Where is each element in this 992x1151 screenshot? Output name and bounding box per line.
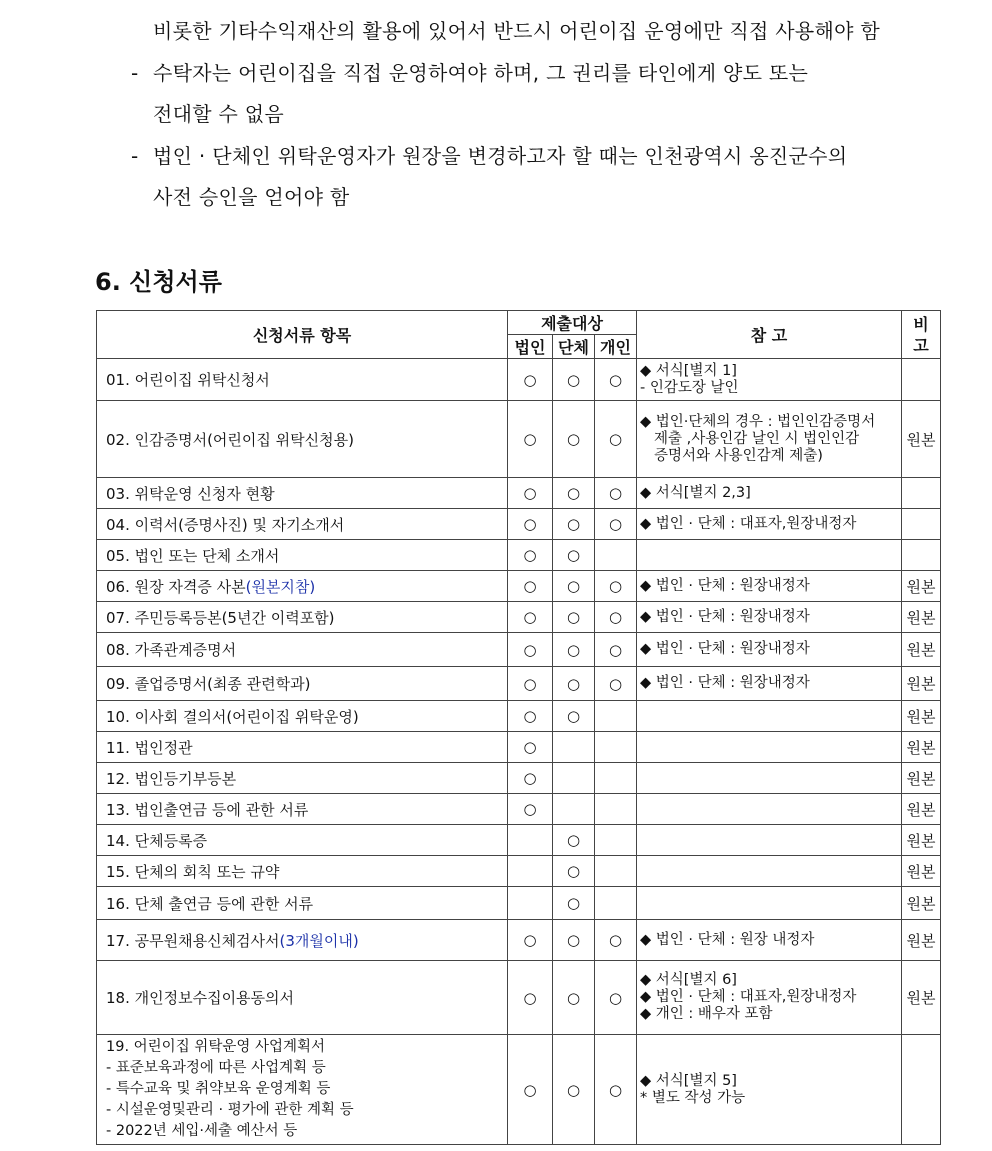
mark-individual: ○ (595, 961, 637, 1035)
row-subitem: - 표준보육과정에 따른 사업계획 등 (106, 1060, 326, 1076)
table-row (97, 732, 941, 763)
mark-group: ○ (553, 887, 595, 920)
mark-individual (595, 825, 637, 856)
row-note (902, 540, 941, 571)
row-item (97, 920, 508, 961)
mark-corp: ○ (508, 701, 553, 732)
mark-corp: ○ (508, 602, 553, 633)
mark-corp (508, 856, 553, 887)
row-reference (637, 732, 902, 763)
mark-group: ○ (553, 825, 595, 856)
row-reference (637, 633, 902, 667)
row-item: 07. 주민등록등본(5년간 이력포함) (97, 602, 508, 633)
table-row (97, 920, 941, 961)
mark-individual (595, 732, 637, 763)
mark-group: ○ (553, 920, 595, 961)
row-note: 원본 (902, 887, 941, 920)
header-target: 제출대상 (508, 311, 637, 335)
mark-individual: ○ (595, 920, 637, 961)
row-item: 12. 법인등기부등본 (97, 763, 508, 794)
table-row (97, 571, 941, 602)
header-group: 단체 (553, 335, 595, 359)
ref-line: ◆ 법인 · 단체 : 원장내정자 (640, 641, 810, 657)
row-item: 18. 개인정보수집이용동의서 (97, 961, 508, 1035)
mark-corp: ○ (508, 540, 553, 571)
row-item-text: 17. 공무원채용신체검사서 (106, 931, 280, 950)
mark-group: ○ (553, 571, 595, 602)
table-row (97, 825, 941, 856)
mark-group: ○ (553, 401, 595, 478)
row-item: 11. 법인정관 (97, 732, 508, 763)
mark-corp: ○ (508, 920, 553, 961)
mark-group: ○ (553, 359, 595, 401)
mark-corp: ○ (508, 667, 553, 701)
row-note (902, 509, 941, 540)
row-note: 원본 (902, 571, 941, 602)
table-row (97, 540, 941, 571)
table-row (97, 401, 941, 478)
row-reference (637, 763, 902, 794)
ref-line: ◆ 법인 · 단체 : 대표자,원장내정자 (640, 515, 857, 532)
intro-line-3: 전대할 수 없음 (153, 102, 285, 126)
mark-individual: ○ (595, 1035, 637, 1145)
row-subitem: - 시설운영및관리 · 평가에 관한 계획 등 (106, 1102, 354, 1118)
mark-corp: ○ (508, 478, 553, 509)
mark-group: ○ (553, 856, 595, 887)
header-corp: 법인 (508, 335, 553, 359)
row-note: 원본 (902, 401, 941, 478)
mark-individual (595, 794, 637, 825)
row-note (902, 1035, 941, 1145)
table-row (97, 856, 941, 887)
mark-individual: ○ (595, 401, 637, 478)
table-row (97, 701, 941, 732)
row-item: 01. 어린이집 위탁신청서 (97, 359, 508, 401)
row-item: 08. 가족관계증명서 (97, 633, 508, 667)
row-subitem: - 특수교육 및 취약보육 운영계획 등 (106, 1081, 331, 1097)
row-item (97, 1035, 508, 1145)
table-row (97, 1035, 941, 1145)
table-row (97, 667, 941, 701)
row-note: 원본 (902, 602, 941, 633)
row-item-text: 19. 어린이집 위탁운영 사업계획서 (106, 1039, 325, 1055)
mark-individual: ○ (595, 633, 637, 667)
row-item: 04. 이력서(증명사진) 및 자기소개서 (97, 509, 508, 540)
table-row (97, 763, 941, 794)
row-item: 14. 단체등록증 (97, 825, 508, 856)
mark-individual (595, 856, 637, 887)
row-item: 03. 위탁운영 신청자 현황 (97, 478, 508, 509)
table-row (97, 887, 941, 920)
ref-line: ◆ 서식[별지 5] (640, 1072, 737, 1089)
row-reference (637, 602, 902, 633)
mark-corp: ○ (508, 961, 553, 1035)
ref-line: 제출 ,사용인감 날인 시 법인인감 (654, 430, 860, 447)
mark-corp: ○ (508, 633, 553, 667)
row-reference (637, 701, 902, 732)
intro-line-5: 사전 승인을 얻어야 함 (153, 185, 350, 209)
row-note: 원본 (902, 667, 941, 701)
row-subitem: - 2022년 세입·세출 예산서 등 (106, 1123, 298, 1139)
mark-corp: ○ (508, 571, 553, 602)
mark-individual (595, 763, 637, 794)
row-item: 02. 인감증명서(어린이집 위탁신청용) (97, 401, 508, 478)
mark-group (553, 794, 595, 825)
ref-line: ◆ 법인 · 단체 : 원장 내정자 (640, 931, 815, 948)
row-reference (637, 540, 902, 571)
row-note: 원본 (902, 732, 941, 763)
mark-corp: ○ (508, 763, 553, 794)
ref-line: - 인감도장 날인 (640, 379, 739, 396)
row-item: 15. 단체의 회칙 또는 규약 (97, 856, 508, 887)
mark-corp: ○ (508, 401, 553, 478)
ref-line: ◆ 서식[별지 1] (640, 362, 737, 379)
mark-corp: ○ (508, 359, 553, 401)
ref-line: 증명서와 사용인감계 제출) (654, 447, 823, 464)
mark-individual: ○ (595, 359, 637, 401)
mark-individual (595, 540, 637, 571)
mark-individual: ○ (595, 478, 637, 509)
ref-line: ◆ 법인 · 단체 : 원장내정자 (640, 675, 810, 691)
table-row (97, 794, 941, 825)
mark-group: ○ (553, 961, 595, 1035)
ref-line: ◆ 법인 · 단체 : 대표자,원장내정자 (640, 989, 857, 1005)
row-reference (637, 825, 902, 856)
mark-individual (595, 887, 637, 920)
table-row (97, 633, 941, 667)
row-note: 원본 (902, 763, 941, 794)
mark-corp (508, 887, 553, 920)
table-row (97, 961, 941, 1035)
mark-individual: ○ (595, 602, 637, 633)
ref-line: ◆ 서식[별지 6] (640, 972, 737, 988)
header-individual: 개인 (595, 335, 637, 359)
row-note: 원본 (902, 825, 941, 856)
intro-line-2: 수탁자는 어린이집을 직접 운영하여야 하며, 그 권리를 타인에게 양도 또는 (153, 61, 809, 85)
bullet-dash: - (131, 144, 139, 168)
mark-group: ○ (553, 602, 595, 633)
ref-line: ◆ 법인 · 단체 : 원장내정자 (640, 577, 810, 594)
ref-line: * 별도 작성 가능 (640, 1089, 746, 1106)
mark-corp: ○ (508, 794, 553, 825)
row-reference (637, 401, 902, 478)
row-item-highlight: (3개월이내) (279, 931, 359, 950)
mark-group: ○ (553, 540, 595, 571)
row-reference (637, 1035, 902, 1145)
table-row (97, 359, 941, 401)
row-item: 10. 이사회 결의서(어린이집 위탁운영) (97, 701, 508, 732)
row-note: 원본 (902, 794, 941, 825)
mark-individual: ○ (595, 571, 637, 602)
row-item: 09. 졸업증명서(최종 관련학과) (97, 667, 508, 701)
row-note: 원본 (902, 633, 941, 667)
row-note: 원본 (902, 701, 941, 732)
header-note-top: 비 (913, 314, 929, 334)
mark-group: ○ (553, 1035, 595, 1145)
mark-corp: ○ (508, 732, 553, 763)
row-note (902, 478, 941, 509)
row-note: 원본 (902, 920, 941, 961)
intro-line-1: 비롯한 기타수익재산의 활용에 있어서 반드시 어린이집 운영에만 직접 사용해야 함 (153, 19, 880, 43)
table-row (97, 509, 941, 540)
row-item: 13. 법인출연금 등에 관한 서류 (97, 794, 508, 825)
table-row (97, 602, 941, 633)
row-reference (637, 571, 902, 602)
row-reference (637, 920, 902, 961)
mark-group: ○ (553, 701, 595, 732)
row-reference (637, 856, 902, 887)
header-reference: 참 고 (637, 311, 902, 359)
mark-corp (508, 825, 553, 856)
mark-group: ○ (553, 633, 595, 667)
row-item (97, 571, 508, 602)
row-item: 05. 법인 또는 단체 소개서 (97, 540, 508, 571)
mark-group (553, 732, 595, 763)
row-item: 16. 단체 출연금 등에 관한 서류 (97, 887, 508, 920)
ref-line: ◆ 법인 · 단체 : 원장내정자 (640, 608, 810, 625)
row-reference (637, 359, 902, 401)
mark-group: ○ (553, 478, 595, 509)
row-note: 원본 (902, 856, 941, 887)
mark-group: ○ (553, 667, 595, 701)
header-item: 신청서류 항목 (97, 311, 508, 359)
header-note-bottom: 고 (913, 335, 929, 355)
section-title: 6. 신청서류 (95, 268, 222, 296)
row-note (902, 359, 941, 401)
row-reference (637, 478, 902, 509)
table-row (97, 478, 941, 509)
header-note (902, 311, 941, 359)
row-reference (637, 794, 902, 825)
bullet-dash: - (131, 61, 139, 85)
ref-line: ◆ 서식[별지 2,3] (640, 484, 751, 501)
row-item-text: 06. 원장 자격증 사본 (106, 577, 246, 596)
documents-table (96, 310, 941, 1145)
mark-group: ○ (553, 509, 595, 540)
mark-group (553, 763, 595, 794)
mark-individual (595, 701, 637, 732)
row-reference (637, 509, 902, 540)
row-note: 원본 (902, 961, 941, 1035)
ref-line: ◆ 개인 : 배우자 포함 (640, 1006, 773, 1022)
mark-corp: ○ (508, 1035, 553, 1145)
intro-line-4: 법인 · 단체인 위탁운영자가 원장을 변경하고자 할 때는 인천광역시 옹진군수의 (153, 144, 848, 168)
row-reference (637, 887, 902, 920)
ref-line: ◆ 법인·단체의 경우 : 법인인감증명서 (640, 413, 876, 430)
row-item-highlight: (원본지참) (245, 577, 316, 596)
mark-individual: ○ (595, 509, 637, 540)
mark-corp: ○ (508, 509, 553, 540)
row-reference (637, 667, 902, 701)
row-reference (637, 961, 902, 1035)
mark-individual: ○ (595, 667, 637, 701)
